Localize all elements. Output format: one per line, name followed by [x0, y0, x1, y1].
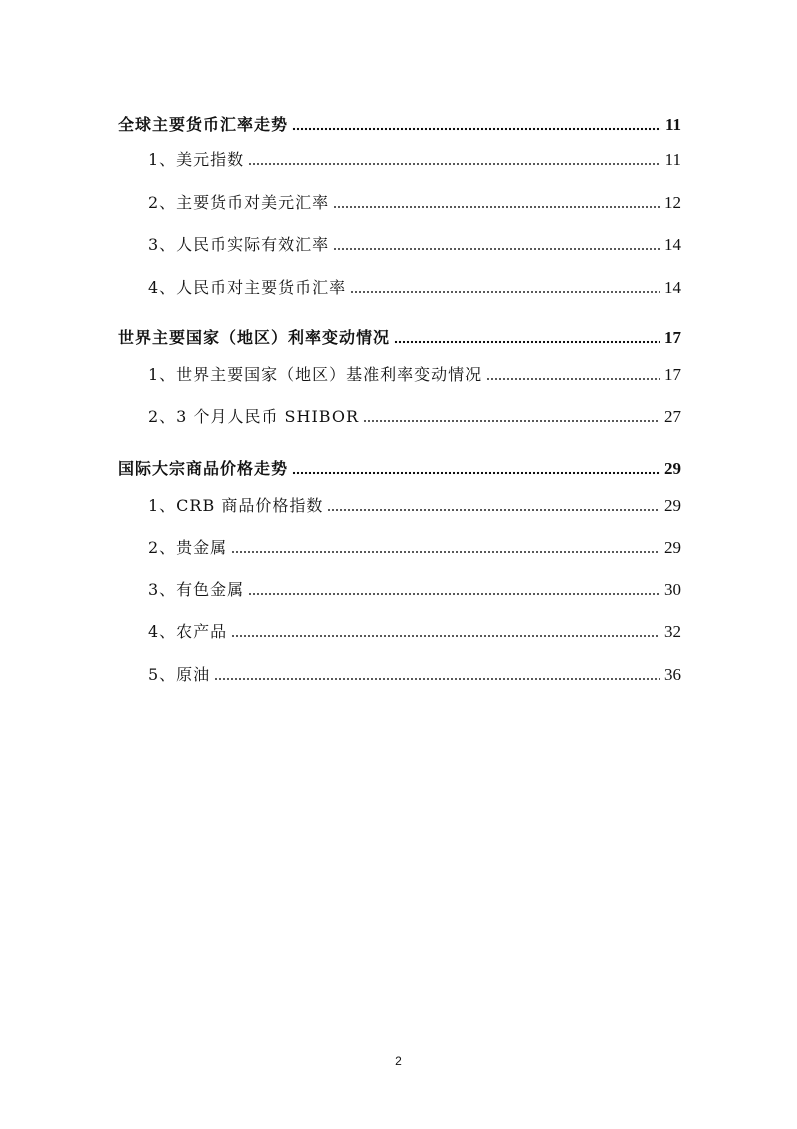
dot-leader	[363, 417, 660, 423]
toc-item[interactable]	[148, 538, 681, 558]
toc-title: 1、CRB 商品价格指数	[148, 496, 324, 515]
toc-item[interactable]	[148, 622, 681, 642]
toc-item[interactable]	[148, 150, 681, 170]
toc-title: 2、3 个月人民币 SHIBOR	[148, 407, 359, 426]
toc-page: 12	[664, 193, 681, 212]
toc-title: 世界主要国家（地区）利率变动情况	[118, 328, 391, 347]
toc-item[interactable]	[148, 193, 681, 213]
toc-item[interactable]	[148, 365, 681, 385]
toc-page: 29	[664, 496, 681, 515]
toc-page: 32	[664, 622, 681, 641]
toc-page: 14	[664, 278, 681, 297]
toc-item[interactable]	[148, 580, 681, 600]
toc-title: 5、原油	[148, 665, 211, 684]
dot-leader	[327, 506, 660, 512]
dot-leader	[248, 160, 660, 166]
dot-leader	[248, 590, 660, 596]
dot-leader	[333, 245, 660, 251]
toc-page: 17	[664, 328, 681, 347]
toc-item[interactable]	[148, 407, 681, 427]
toc-title: 1、美元指数	[148, 150, 245, 169]
dot-leader	[394, 338, 660, 344]
toc-item[interactable]	[148, 496, 681, 516]
toc-item[interactable]	[148, 665, 681, 685]
toc-page: 27	[664, 407, 681, 426]
toc-item[interactable]	[148, 235, 681, 255]
dot-leader	[292, 469, 660, 475]
dot-leader	[333, 203, 660, 209]
toc-title: 2、贵金属	[148, 538, 228, 557]
toc-title: 4、农产品	[148, 622, 228, 641]
toc-page: 30	[664, 580, 681, 599]
dot-leader	[292, 125, 661, 131]
toc-title: 国际大宗商品价格走势	[118, 459, 289, 478]
toc-title: 全球主要货币汇率走势	[118, 115, 289, 134]
toc-page: 11	[664, 150, 681, 169]
toc-section-commodities[interactable]	[118, 459, 681, 479]
toc-title: 3、人民币实际有效汇率	[148, 235, 330, 254]
toc-page: 29	[664, 538, 681, 557]
page-number: 2	[395, 1054, 402, 1068]
toc-item[interactable]	[148, 278, 681, 298]
toc-page: 36	[664, 665, 681, 684]
toc-title: 4、人民币对主要货币汇率	[148, 278, 347, 297]
dot-leader	[231, 548, 660, 554]
dot-leader	[214, 675, 660, 681]
dot-leader	[486, 375, 660, 381]
toc-page: 17	[664, 365, 681, 384]
dot-leader	[231, 632, 660, 638]
toc-title: 3、有色金属	[148, 580, 245, 599]
toc-section-interest-rates[interactable]	[118, 328, 681, 348]
toc-title: 1、世界主要国家（地区）基准利率变动情况	[148, 365, 483, 384]
toc-page: 29	[664, 459, 681, 478]
toc-page: 11	[664, 115, 681, 134]
toc-section-exchange-rates[interactable]	[118, 115, 681, 135]
dot-leader	[350, 288, 660, 294]
toc-title: 2、主要货币对美元汇率	[148, 193, 330, 212]
toc-page: 14	[664, 235, 681, 254]
